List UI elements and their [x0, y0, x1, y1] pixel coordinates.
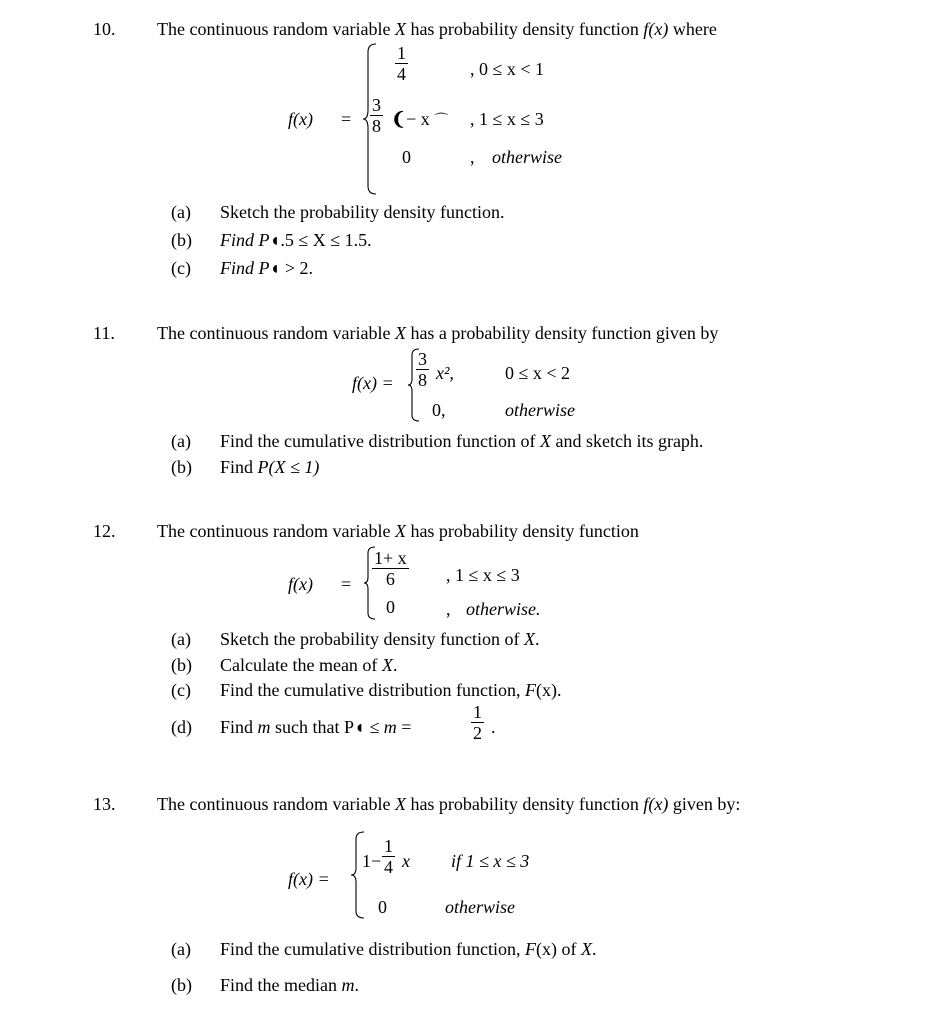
function-lhs: f(x): [288, 109, 313, 129]
part-label: (c): [171, 258, 191, 278]
part-label: (a): [171, 202, 191, 222]
expression: x²,: [436, 363, 454, 383]
value: 0: [378, 897, 387, 917]
fraction: 3 8: [372, 95, 381, 136]
equals-sign: =: [341, 109, 352, 129]
part-text: Find the cumulative distribution function, F(x).: [220, 680, 562, 700]
question-stem: The continuous random variable X has probability density function: [157, 521, 639, 541]
part-label: (a): [171, 629, 191, 649]
fraction: 1 4: [384, 836, 393, 877]
part-text: Calculate the mean of X.: [220, 655, 398, 675]
part-text: Sketch the probability density function.: [220, 202, 505, 222]
function-lhs: f(x): [288, 574, 313, 594]
value: 0,: [432, 400, 446, 420]
fraction: 3 8: [418, 349, 427, 390]
condition: if 1 ≤ x ≤ 3: [451, 851, 530, 871]
condition-comma: ,: [446, 599, 451, 619]
part-label: (b): [171, 975, 192, 995]
function-lhs: f(x) =: [352, 373, 394, 393]
part-label: (b): [171, 457, 192, 477]
condition: otherwise: [492, 147, 562, 167]
part-label: (a): [171, 431, 191, 451]
period: .: [491, 717, 496, 737]
condition: , 0 ≤ x < 1: [470, 59, 545, 79]
condition: otherwise: [445, 897, 515, 917]
part-text: Find m such that P◖ ≤ m =: [220, 717, 412, 737]
question-number: 11.: [93, 323, 115, 343]
part-label: (a): [171, 939, 191, 959]
part-text: Find P◖.5 ≤ X ≤ 1.5.: [220, 230, 372, 250]
question-stem: The continuous random variable X has probability density function f(x) given by:: [157, 794, 741, 814]
value: 0: [402, 147, 411, 167]
fraction: 1+ x 6: [374, 548, 407, 589]
expression: x: [402, 851, 410, 871]
question-number: 12.: [93, 521, 116, 541]
equals-sign: =: [341, 574, 352, 594]
part-text: Find the cumulative distribution function, F(x) of X.: [220, 939, 597, 959]
part-text: Find P(X ≤ 1): [220, 457, 320, 477]
question-number: 13.: [93, 794, 116, 814]
expression: ❨− x ⌒: [391, 109, 449, 129]
left-brace: [350, 830, 366, 920]
part-text: Find P◖ > 2.: [220, 258, 314, 278]
condition: 0 ≤ x < 2: [505, 363, 571, 383]
function-lhs: f(x) =: [288, 869, 330, 889]
part-label: (b): [171, 655, 192, 675]
condition-comma: ,: [470, 147, 475, 167]
part-label: (c): [171, 680, 191, 700]
expression-prefix: 1−: [362, 851, 382, 871]
fraction: 1 2: [473, 702, 482, 743]
part-label: (b): [171, 230, 192, 250]
part-text: Find the median m.: [220, 975, 359, 995]
condition: , 1 ≤ x ≤ 3: [446, 565, 520, 585]
question-stem: The continuous random variable X has a probability density function given by: [157, 323, 719, 343]
value: 0: [386, 597, 395, 617]
fraction: 1 4: [397, 43, 406, 84]
condition: , 1 ≤ x ≤ 3: [470, 109, 544, 129]
part-text: Sketch the probability density function of X.: [220, 629, 540, 649]
question-number: 10.: [93, 19, 116, 39]
condition: otherwise.: [466, 599, 541, 619]
part-text: Find the cumulative distribution function of X and sketch its graph.: [220, 431, 704, 451]
part-label: (d): [171, 717, 192, 737]
question-stem: The continuous random variable X has probability density function f(x) where: [157, 19, 717, 39]
condition: otherwise: [505, 400, 575, 420]
